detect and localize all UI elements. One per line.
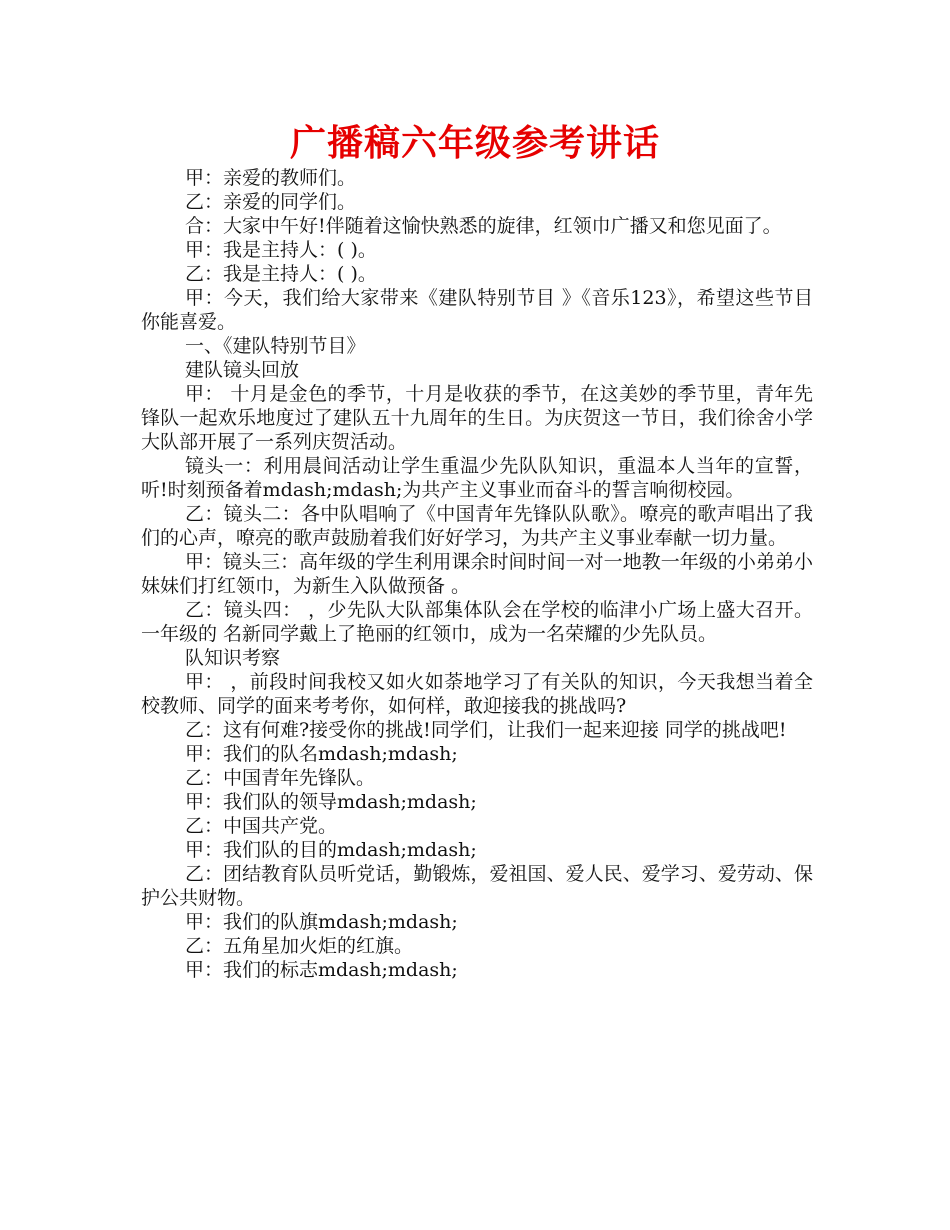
paragraph: 甲：我们的标志mdash;mdash; xyxy=(185,959,458,981)
paragraph: 甲：我们的队名mdash;mdash; xyxy=(185,743,458,765)
paragraph: 甲： 十月是金色的季节，十月是收获的季节，在这美妙的季节里，青年先锋队一起欢乐地度过了建队五十九周年的生日。为庆贺这一节日，我们徐舍小学大队部开展了一系列庆贺活动。 xyxy=(141,383,813,453)
paragraph: 甲：我们队的领导mdash;mdash; xyxy=(185,791,477,813)
paragraph: 甲：今天，我们给大家带来《建队特别节目 》《音乐123》，希望这些节目你能喜爱。 xyxy=(141,287,813,333)
section-heading: 一、《建队特别节目》 xyxy=(185,335,366,357)
paragraph: 甲：亲爱的教师们。 xyxy=(185,167,357,189)
paragraph: 甲：我是主持人：( )。 xyxy=(185,239,377,261)
paragraph: 镜头一：利用晨间活动让学生重温少先队队知识，重温本人当年的宣誓，听!时刻预备着mdash;mdash;为共产主义事业而奋斗的誓言响彻校园。 xyxy=(141,455,813,501)
document-title: 广播稿六年级参考讲话 xyxy=(289,123,660,164)
paragraph: 乙：中国共产党。 xyxy=(185,815,338,837)
paragraph: 乙：这有何难?接受你的挑战!同学们，让我们一起来迎接 同学的挑战吧! xyxy=(185,719,787,741)
subsection-heading: 队知识考察 xyxy=(185,647,281,669)
paragraph: 乙：中国青年先锋队。 xyxy=(185,767,376,789)
paragraph: 乙：团结教育队员听党话，勤锻炼，爱祖国、爱人民、爱学习、爱劳动、保护公共财物。 xyxy=(141,863,813,909)
paragraph: 乙：我是主持人：( )。 xyxy=(185,263,377,285)
paragraph: 甲：镜头三：高年级的学生利用课余时间时间一对一地教一年级的小弟弟小妹妹们打红领巾，为新生入队做预备 。 xyxy=(141,551,813,597)
subsection-heading: 建队镜头回放 xyxy=(185,359,300,381)
paragraph: 甲：我们队的目的mdash;mdash; xyxy=(185,839,477,861)
paragraph: 合：大家中午好!伴随着这愉快熟悉的旋律，红领巾广播又和您见面了。 xyxy=(185,215,782,237)
paragraph: 乙：亲爱的同学们。 xyxy=(185,191,357,213)
document-body xyxy=(141,166,813,982)
paragraph: 甲：我们的队旗mdash;mdash; xyxy=(185,911,458,933)
paragraph: 乙：镜头二：各中队唱响了《中国青年先锋队队歌》。嘹亮的歌声唱出了我们的心声，嘹亮的歌声鼓励着我们好好学习，为共产主义事业奉献一切力量。 xyxy=(141,503,813,549)
paragraph: 乙：镜头四： ，少先队大队部集体队会在学校的临津小广场上盛大召开。一年级的 名新同学戴上了艳丽的红领巾，成为一名荣耀的少先队员。 xyxy=(141,599,813,645)
paragraph: 乙：五角星加火炬的红旗。 xyxy=(185,935,414,957)
paragraph: 甲： ，前段时间我校又如火如荼地学习了有关队的知识，今天我想当着全校教师、同学的面来考考你，如何样，敢迎接我的挑战吗? xyxy=(141,671,813,717)
